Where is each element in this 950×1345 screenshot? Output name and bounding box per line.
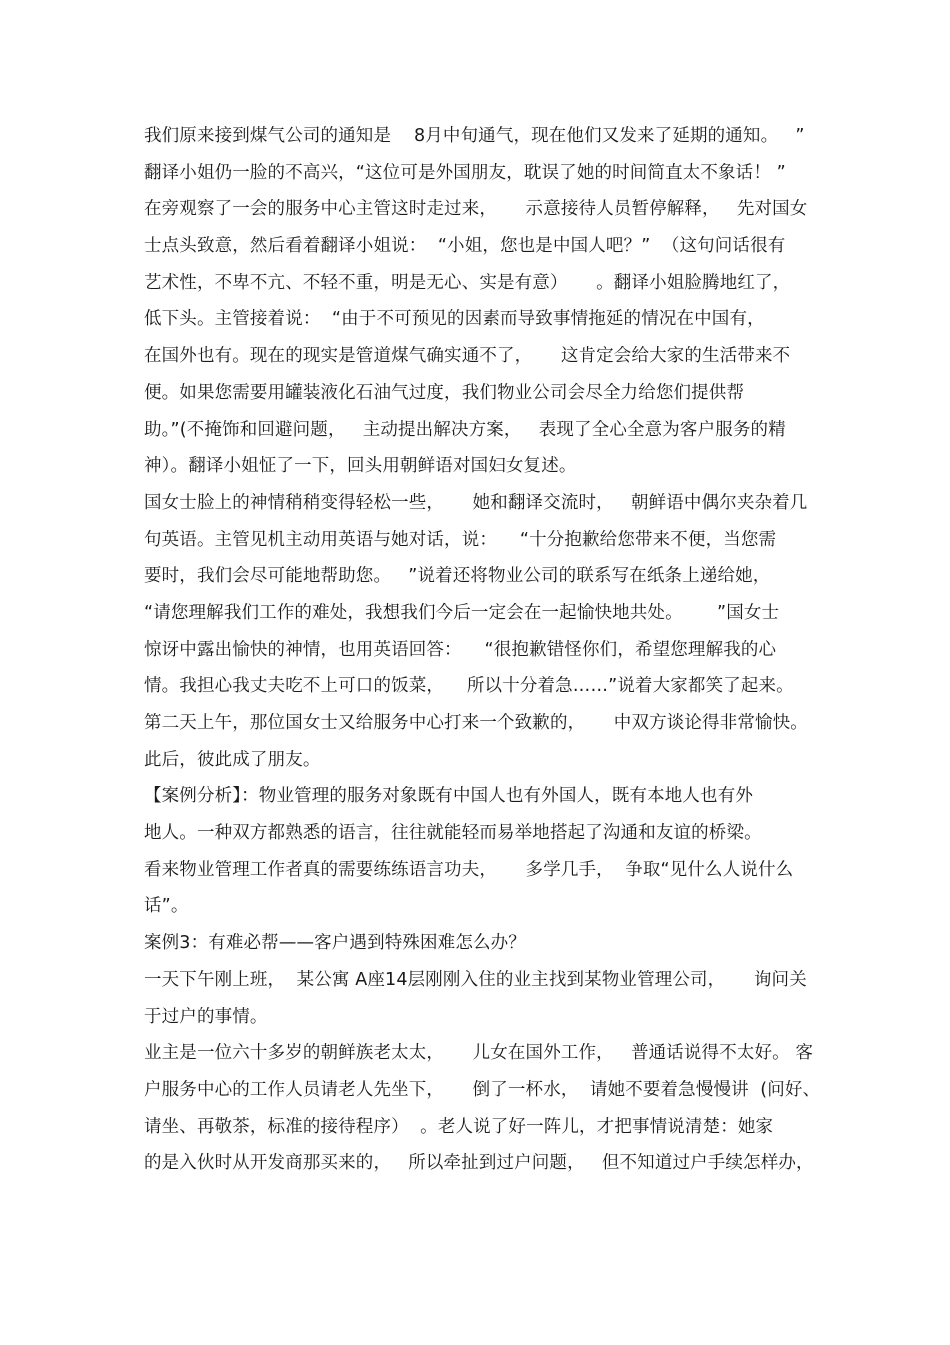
text-line-17: 第二天上午，那位国女士又给服务中心打来一个致歉的， 中双方谈论得非常愉快。 (144, 713, 808, 733)
text-line-14: “请您理解我们工作的难处，我想我们今后一定会在一起愉快地共处。 ”国女士 (144, 602, 780, 623)
text-line-6: 低下头。主管接着说： “由于不可预见的因素而导致事情拖延的情况在中国有， (144, 309, 765, 330)
text-line-11: 国女士脸上的神情稍稍变得轻松一些， 她和翻译交流时， 朝鲜语中偶尔夹杂着几 (144, 492, 808, 513)
text-line-8: 便。如果您需要用罐装液化石油气过度，我们物业公司会尽全力给您们提供帮 (144, 382, 745, 403)
text-line-2: 翻译小姐仍一脸的不高兴，“这位可是外国朋友，耽误了她的时间简直太不象话！ ” (144, 162, 786, 183)
text-line-13: 要时，我们会尽可能地帮助您。 ”说着还将物业公司的联系写在纸条上递给她， (144, 566, 771, 587)
text-line-25: 于过户的事情。 (144, 1006, 268, 1027)
text-line-9: 助。”(不掩饰和回避问题， 主动提出解决方案， 表现了全心全意为客户服务的精 (144, 419, 786, 440)
text-line-21: 看来物业管理工作者真的需要练练语言功夫， 多学几手， 争取“见什么人说什么 (144, 859, 794, 880)
text-line-7: 在国外也有。现在的现实是管道煤气确实通不了， 这肯定会给大家的生活带来不 (144, 346, 791, 367)
text-line-23: 案例3：有难必帮——客户遇到特殊困难怎么办？ (144, 933, 526, 954)
text-line-16: 情。我担心我丈夫吃不上可口的饭菜， 所以十分着急……”说着大家都笑了起来。 (144, 676, 794, 697)
text-line-5: 艺术性，不卑不亢、不轻不重，明是无心、实是有意） 。翻译小姐脸腾地红了， (144, 272, 791, 293)
text-line-20: 地人。一种双方都熟悉的语言，往往就能轻而易举地搭起了沟通和友谊的桥梁。 (144, 823, 762, 844)
text-line-27: 户服务中心的工作人员请老人先坐下， 倒了一杯水， 请她不要着急慢慢讲 (问好、 (144, 1079, 821, 1100)
text-line-12: 句英语。主管见机主动用英语与她对话，说： “十分抱歉给您带来不便，当您需 (144, 529, 777, 550)
text-line-10: 神）。翻译小姐怔了一下，回头用朝鲜语对国妇女复述。 (144, 456, 577, 477)
text-line-19: 【案例分析】：物业管理的服务对象既有中国人也有外国人，既有本地人也有外 (144, 786, 753, 807)
text-line-18: 此后，彼此成了朋友。 (144, 749, 321, 770)
text-line-22: 话”。 (144, 896, 189, 917)
text-line-1: 我们原来接到煤气公司的通知是 8月中旬通气，现在他们又发来了延期的通知。 ” (144, 126, 805, 146)
text-line-15: 惊讶中露出愉快的神情，也用英语回答： “很抱歉错怪你们，希望您理解我的心 (144, 639, 777, 660)
text-line-24: 一天下午刚上班， 某公寓 A座14层刚刚入住的业主找到某物业管理公司， 询问关 (144, 969, 807, 990)
text-line-28: 请坐、再敬茶，标准的接待程序） 。老人说了好一阵儿，才把事情说清楚：她家 (144, 1116, 774, 1137)
body-text (144, 118, 824, 1182)
text-line-26: 业主是一位六十多岁的朝鲜族老太太， 儿女在国外工作， 普通话说得不太好。 客 (144, 1043, 814, 1064)
text-line-3: 在旁观察了一会的服务中心主管这时走过来， 示意接待人员暂停解释， 先对国女 (144, 199, 808, 220)
text-line-4: 士点头致意，然后看着翻译小姐说： “小姐，您也是中国人吧？” （这句问话很有 (144, 236, 786, 257)
text-line-29: 的是入伙时从开发商那买来的， 所以牵扯到过户问题， 但不知道过户手续怎样办， (144, 1153, 814, 1174)
